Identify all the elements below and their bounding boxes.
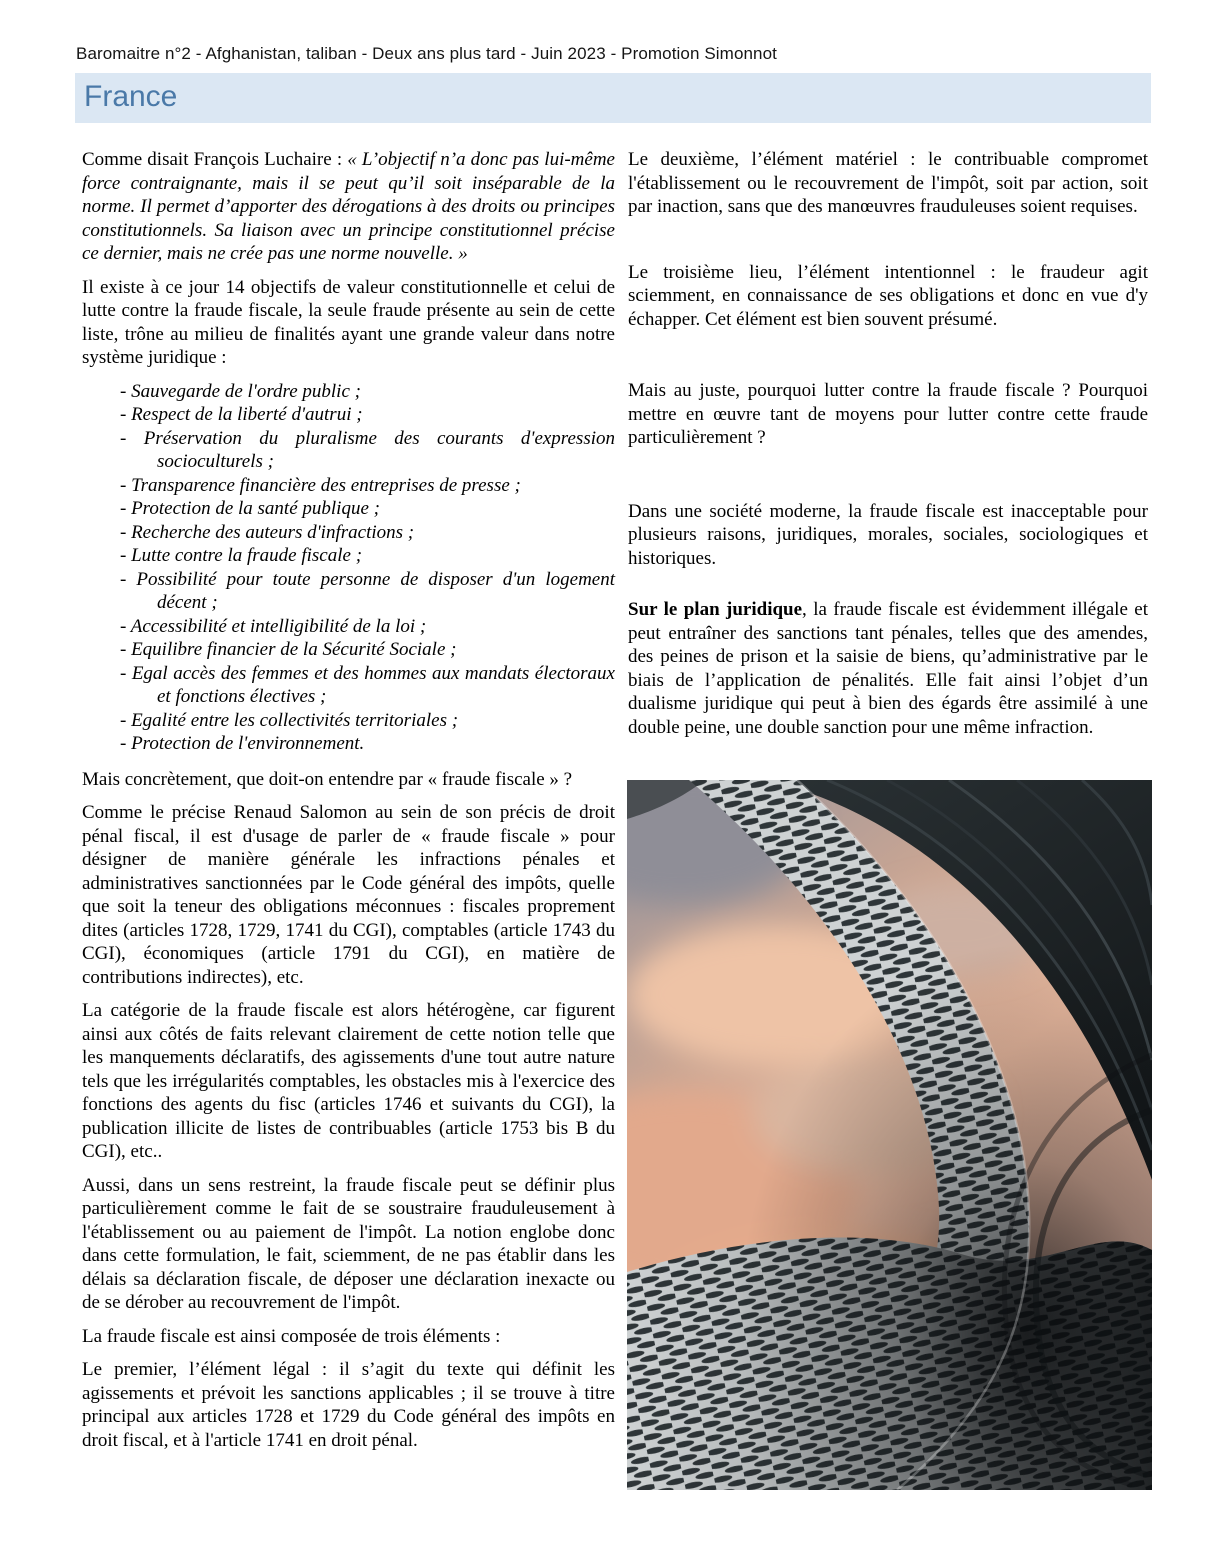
paragraph-element-legal: Le premier, l’élément légal : il s’agit du texte qui définit les agissements et prévoit les sanctions applicables ; il se trouve à titre principal aux articles 1728 et 1729 du Code général des impôts en droit fiscal, et à l'article 1741 en droit pénal. [82,1359,615,1451]
left-column [82,148,615,1462]
section-title-band [75,73,1151,123]
paragraph-rest: , la fraude fiscale est évidemment illégale et peut entraîner des sanctions tant pénales, telles que des amendes, des peines de prison et la saisie de biens, qu’administrative par le biais de l’application de pénalités. Elle fait ainsi l’objet d’un dualisme juridique qui peut à bien des égards être assimilé à une double peine, une double sanction pour une même infraction. [628,599,1148,738]
list-item: - Egal accès des femmes et des hommes aux mandats électoraux et fonctions électives ; [120,662,615,707]
paragraph-salomon: Comme le précise Renaud Salomon au sein de son précis de droit pénal fiscal, il est d'usage de parler de « fraude fiscale » pour désigner de manière générale les infractions pénales et administratives sanctionnées par le Code général des impôts, quelle que soit la teneur des obligations méconnues : fiscales proprement dites (articles 1728, 1729, 1741 du CGI), comptables (article 1743 du CGI), économiques (article 1791 du CGI), en matière de contributions indirectes), etc. [82,802,615,988]
list-item: - Recherche des auteurs d'infractions ; [120,521,415,543]
paragraph-element-intentionnel: Le troisième lieu, l’élément intentionnel : le fraudeur agit sciemment, en connaissance de ses obligations et donc en vue d'y échapper. Cet élément est bien souvent présumé. [628,261,1148,330]
paragraph-plan-juridique [628,598,1148,739]
list-item: - Transparence financière des entreprises de presse ; [120,474,521,496]
paragraph-categorie: La catégorie de la fraude fiscale est alors hétérogène, car figurent ainsi aux côtés de faits relevant clairement de cette notion telle que les manquements déclaratifs, des agissements d'une tout autre nature tels que les irrégularités comptables, les obstacles mis à l'exercice des fonctions des agents du fisc (articles 1746 et suivants du CGI), la publication illicite de listes de contribuables (article 1753 bis B du CGI), etc.. [82,1000,615,1162]
section-title: France [84,80,178,113]
list-item: - Equilibre financier de la Sécurité Sociale ; [120,639,457,660]
objectives-list [82,380,615,756]
bold-lead: Sur le plan juridique [628,599,803,620]
list-item: - Lutte contre la fraude fiscale ; [120,545,363,566]
list-item: - Possibilité pour toute personne de disposer d'un logement décent ; [120,568,615,613]
right-column [628,148,1148,757]
list-item: - Egalité entre les collectivités territoriales ; [120,709,459,731]
list-item: - Protection de la santé publique ; [120,498,380,519]
paragraph-element-materiel: Le deuxième, l’élément matériel : le contribuable compromet l'établissement ou le recouvrement de l'impôt, soit par action, soit par inaction, sans que des manœuvres frauduleuses soient requises. [628,149,1148,217]
paragraph-definition: Aussi, dans un sens restreint, la fraude fiscale peut se définir plus particulièrement comme le fait de se soustraire frauduleusement à l'établissement ou au paiement de l'impôt. La notion englobe donc dans cette formulation, le fait, sciemment, de ne pas établir dans les délais sa déclaration fiscale, de déposer une déclaration inexacte ou de se dérober au recouvrement de l'impôt. [82,1174,615,1313]
paragraph-objectifs: Il existe à ce jour 14 objectifs de valeur constitutionnelle et celui de lutte contre la fraude fiscale, la seule fraude présente au sein de cette liste, trône au milieu de finalités ayant une grande valeur dans notre système juridique : [82,276,615,368]
paragraph-trois-elements: La fraude fiscale est ainsi composée de trois éléments : [82,1325,501,1347]
paragraph-pourquoi: Mais au juste, pourquoi lutter contre la fraude fiscale ? Pourquoi mettre en œuvre tant de moyens pour lutter contre cette fraude particulièrement ? [628,380,1148,448]
list-item: - Protection de l'environnement. [120,733,365,754]
curved-building-facade-photo [627,780,1152,1490]
page-header: Baromaitre n°2 - Afghanistan, taliban - Deux ans plus tard - Juin 2023 - Promotion Simonnot [76,44,777,63]
list-item: - Sauvegarde de l'ordre public ; [120,380,361,402]
paragraph-societe-moderne: Dans une société moderne, la fraude fiscale est inacceptable pour plusieurs raisons, juridiques, morales, sociales, sociologiques et historiques. [628,500,1148,569]
quote-text: « L’objectif n’a donc pas lui-même force contraignante, mais il se peut qu’il soit inséparable de la norme. Il permet d’apporter des dérogations à des droits ou principes constitutionnels. Sa liaison avec un principe constitutionnel précise ce dernier, mais ne crée pas une norme nouvelle. » [82,149,615,264]
list-item: - Respect de la liberté d'autrui ; [120,404,363,425]
list-item: - Préservation du pluralisme des courants d'expression socioculturels ; [120,427,615,472]
quote-lead: Comme disait François Luchaire : [82,149,348,170]
building-vortex-illustration [627,780,1152,1490]
list-item: - Accessibilité et intelligibilité de la loi ; [120,615,427,637]
paragraph-luchaire [82,148,615,266]
paragraph-question: Mais concrètement, que doit-on entendre par « fraude fiscale » ? [82,768,573,790]
